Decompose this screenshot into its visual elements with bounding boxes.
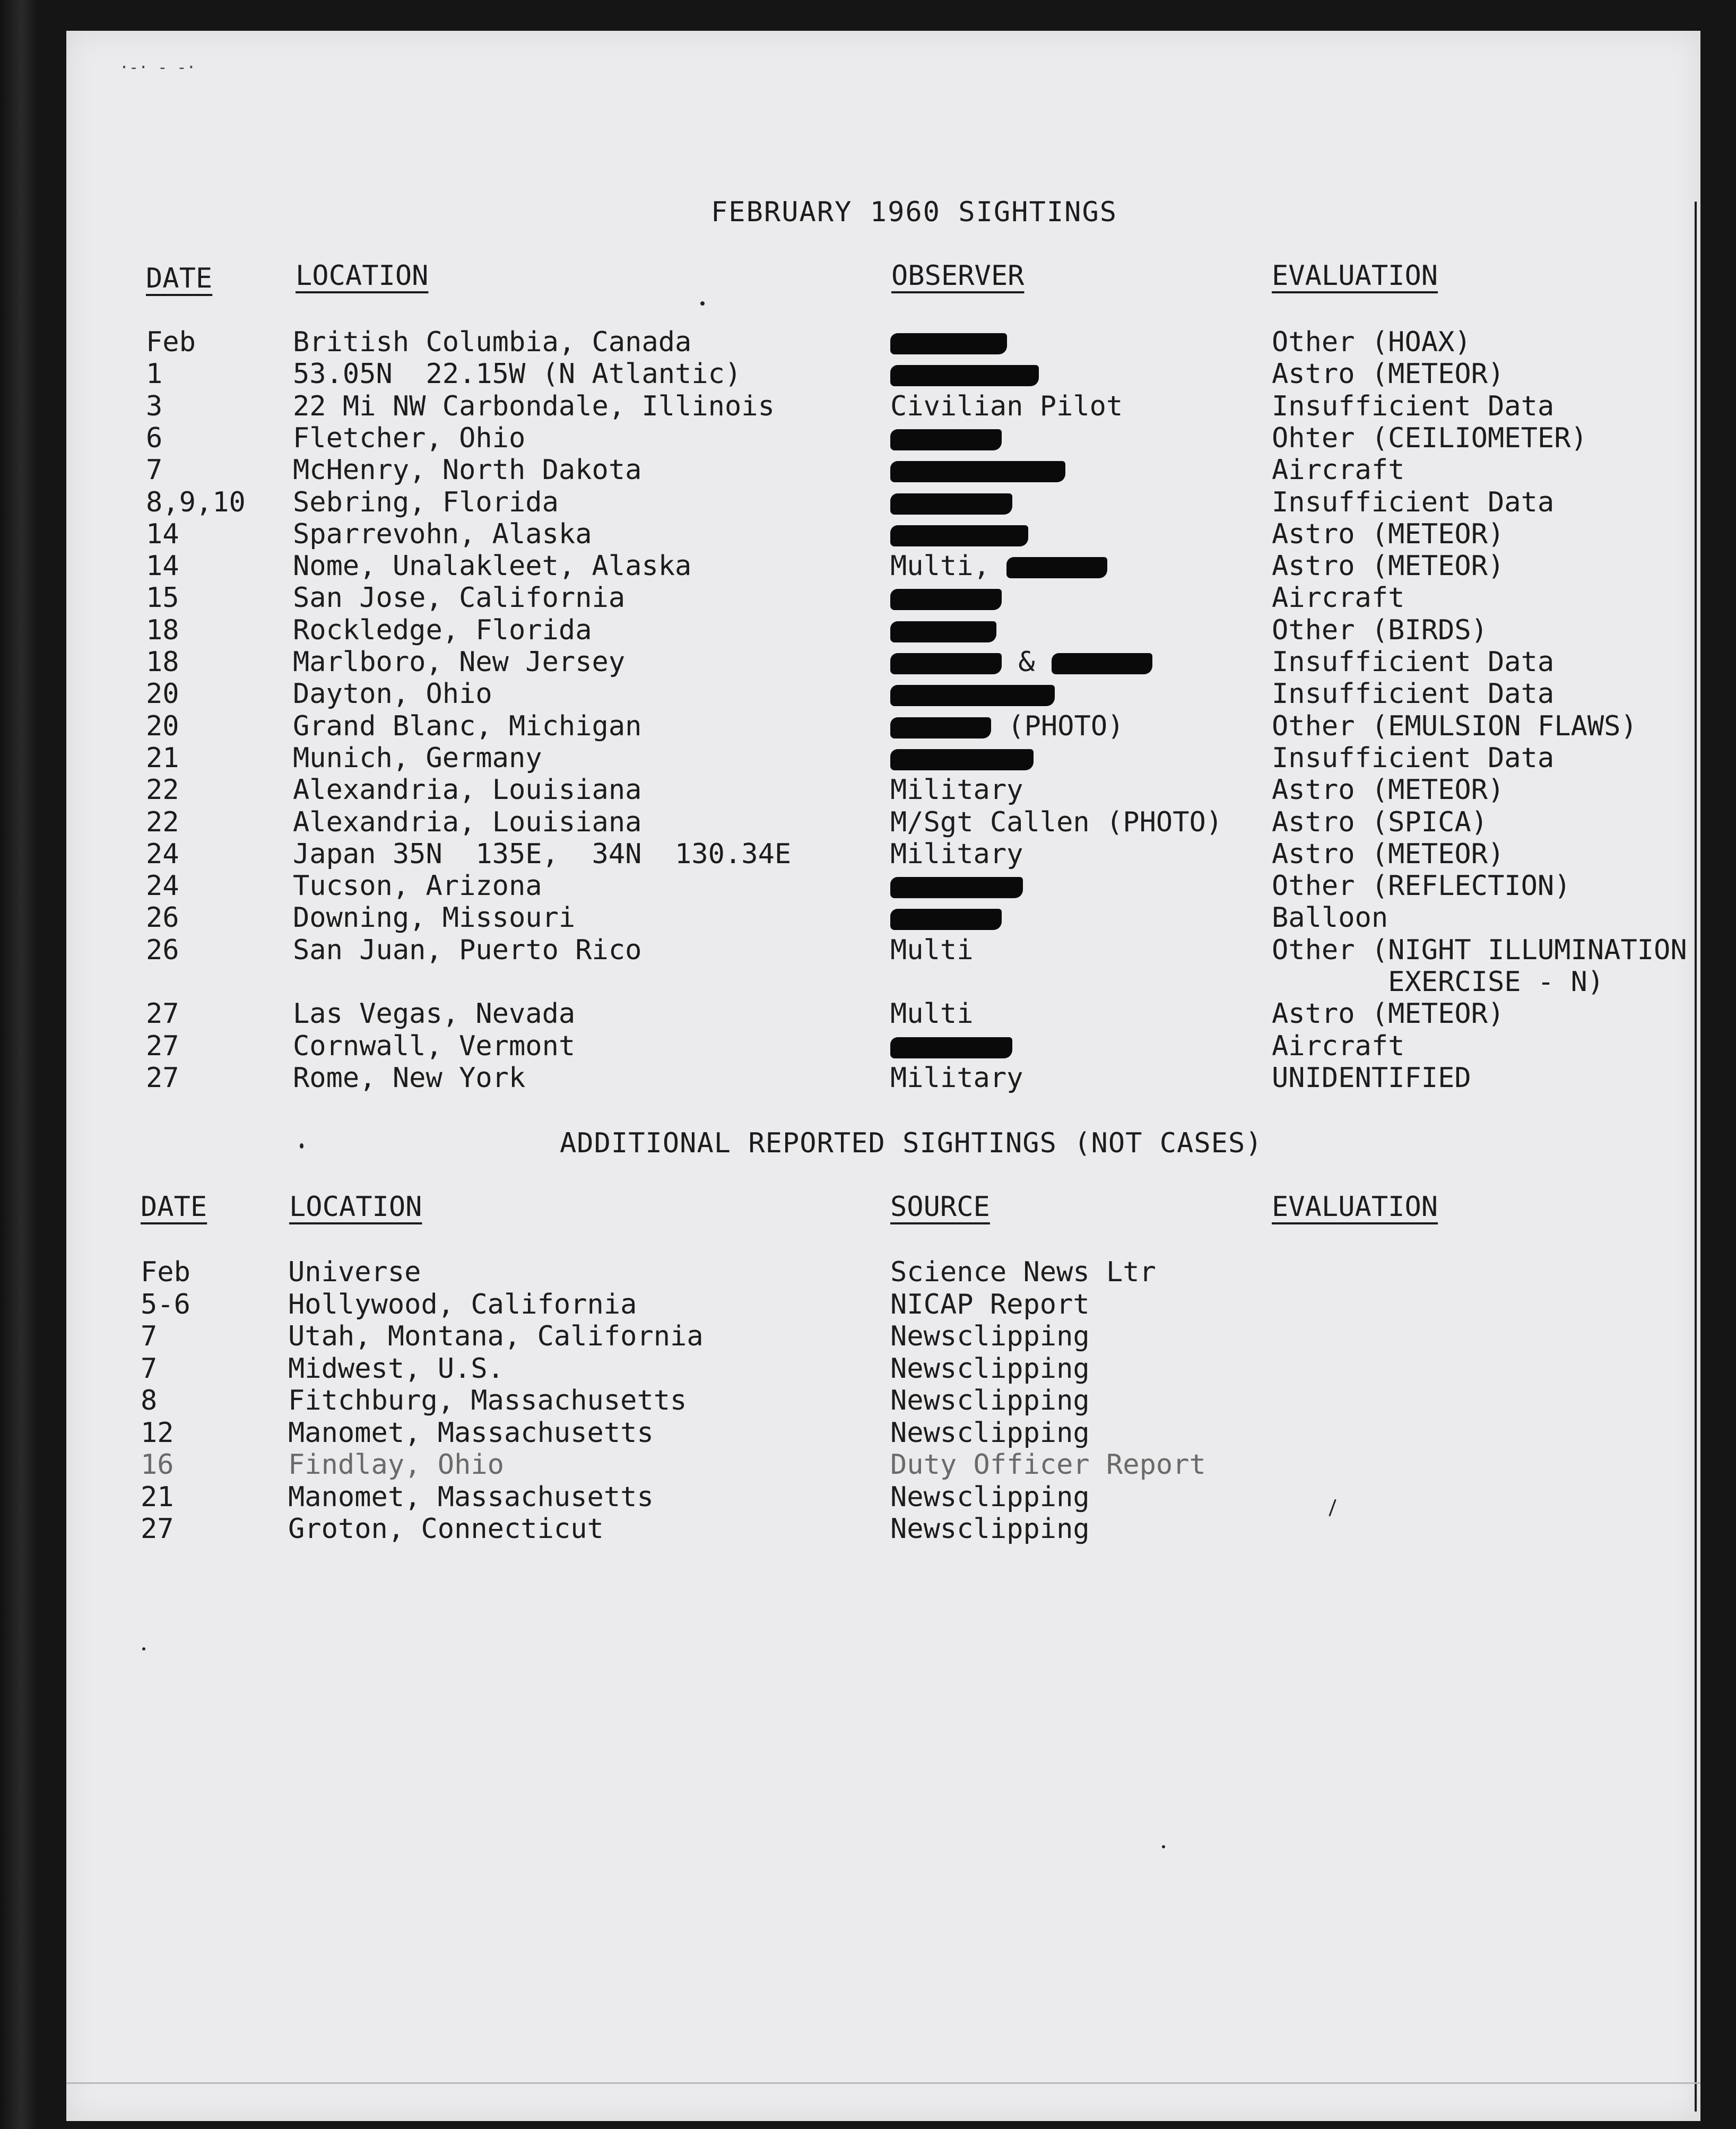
sighting-evaluation: Insufficient Data xyxy=(1272,742,1555,774)
additional-date: 5-6 xyxy=(141,1289,190,1320)
sighting-evaluation: Other (NIGHT ILLUMINATION xyxy=(1272,934,1687,966)
sighting-observer xyxy=(890,454,1065,486)
sighting-location: British Columbia, Canada xyxy=(293,326,692,358)
additional-date: 7 xyxy=(141,1320,158,1352)
sighting-observer xyxy=(890,582,1002,614)
sighting-date: 6 xyxy=(146,422,163,454)
sighting-observer xyxy=(890,1062,1023,1094)
sighting-evaluation: Balloon xyxy=(1272,902,1388,934)
additional-source: Newsclipping xyxy=(890,1417,1090,1449)
sighting-location: Fletcher, Ohio xyxy=(293,422,526,454)
additional-title: ADDITIONAL REPORTED SIGHTINGS (NOT CASES) xyxy=(560,1127,1263,1159)
additional-date: 8 xyxy=(141,1385,158,1417)
additional-location: Hollywood, California xyxy=(288,1289,637,1320)
header-evaluation: EVALUATION xyxy=(1272,260,1438,292)
additional-date: 21 xyxy=(141,1481,174,1513)
sighting-date: Feb xyxy=(146,326,196,358)
sighting-observer xyxy=(890,326,1007,358)
additional-header-location: LOCATION xyxy=(289,1191,422,1223)
dust-speck xyxy=(300,1143,303,1149)
sighting-location: Rockledge, Florida xyxy=(293,614,592,646)
additional-source: NICAP Report xyxy=(890,1289,1090,1320)
sighting-location: Marlboro, New Jersey xyxy=(293,646,626,678)
sighting-date: 3 xyxy=(146,390,163,422)
sighting-location: Sparrevohn, Alaska xyxy=(293,518,592,550)
sighting-observer xyxy=(890,870,1023,902)
additional-date: 27 xyxy=(141,1513,174,1545)
sighting-observer xyxy=(890,1030,1012,1062)
sighting-evaluation: Insufficient Data xyxy=(1272,678,1555,710)
sighting-date: 24 xyxy=(146,870,179,902)
sighting-observer xyxy=(890,518,1028,550)
sighting-observer-text: Military xyxy=(890,838,1023,870)
additional-date: 16 xyxy=(141,1449,174,1481)
sighting-evaluation: UNIDENTIFIED xyxy=(1272,1062,1471,1094)
sighting-observer xyxy=(890,646,1152,678)
sighting-location: Cornwall, Vermont xyxy=(293,1030,576,1062)
sighting-evaluation: Astro (METEOR) xyxy=(1272,998,1505,1030)
sighting-observer xyxy=(890,358,1039,390)
sighting-evaluation: Aircraft xyxy=(1272,582,1405,614)
additional-header-source: SOURCE xyxy=(890,1191,990,1223)
sighting-observer xyxy=(890,806,1222,838)
sighting-date: 18 xyxy=(146,614,179,646)
redaction-bar xyxy=(890,461,1065,482)
redaction-bar xyxy=(890,877,1023,898)
sighting-observer-text: Military xyxy=(890,774,1023,806)
sighting-location: 22 Mi NW Carbondale, Illinois xyxy=(293,390,775,422)
additional-location: Utah, Montana, California xyxy=(288,1320,704,1352)
additional-location: Fitchburg, Massachusetts xyxy=(288,1385,687,1417)
sighting-evaluation: Astro (METEOR) xyxy=(1272,358,1505,390)
redaction-bar xyxy=(890,493,1012,515)
additional-source: Science News Ltr xyxy=(890,1256,1156,1288)
dust-speck xyxy=(142,1647,145,1650)
sighting-evaluation: Insufficient Data xyxy=(1272,646,1555,678)
sighting-location: San Juan, Puerto Rico xyxy=(293,934,642,966)
redaction-bar xyxy=(890,653,1002,674)
sighting-evaluation: Ohter (CEILIOMETER) xyxy=(1272,422,1587,454)
sighting-location: Alexandria, Louisiana xyxy=(293,806,642,838)
sighting-observer xyxy=(890,678,1055,710)
redaction-bar xyxy=(890,525,1028,546)
sighting-location: Las Vegas, Nevada xyxy=(293,998,576,1030)
additional-source: Newsclipping xyxy=(890,1513,1090,1545)
page-bottom-line xyxy=(66,2082,1700,2084)
additional-source: Newsclipping xyxy=(890,1320,1090,1352)
dust-speck xyxy=(700,301,705,306)
header-location: LOCATION xyxy=(296,260,429,292)
redaction-bar xyxy=(890,685,1055,706)
additional-date: Feb xyxy=(141,1256,190,1288)
additional-date: 12 xyxy=(141,1417,174,1449)
sighting-evaluation: Aircraft xyxy=(1272,454,1405,486)
redaction-bar xyxy=(1006,557,1107,578)
dust-speck xyxy=(1162,1845,1165,1848)
sighting-date: 26 xyxy=(146,934,179,966)
sighting-observer xyxy=(890,998,974,1030)
additional-source: Newsclipping xyxy=(890,1385,1090,1417)
sighting-location: San Jose, California xyxy=(293,582,626,614)
sighting-date: 15 xyxy=(146,582,179,614)
sighting-evaluation: Insufficient Data xyxy=(1272,390,1555,422)
page-edge-line xyxy=(1695,202,1697,2111)
additional-source: Newsclipping xyxy=(890,1353,1090,1385)
additional-location: Universe xyxy=(288,1256,421,1288)
sighting-location: Japan 35N 135E, 34N 130.34E xyxy=(293,838,792,870)
additional-location: Groton, Connecticut xyxy=(288,1513,604,1545)
additional-location: Findlay, Ohio xyxy=(288,1449,504,1481)
sighting-date: 27 xyxy=(146,1030,179,1062)
sighting-observer xyxy=(890,422,1002,454)
sighting-observer-text: Multi, xyxy=(890,550,1007,582)
sighting-observer-text: Civilian Pilot xyxy=(890,390,1123,422)
sighting-date: 27 xyxy=(146,998,179,1030)
sighting-observer-text: (PHOTO) xyxy=(991,710,1124,742)
sighting-date: 21 xyxy=(146,742,179,774)
sighting-observer xyxy=(890,614,996,646)
redaction-bar xyxy=(890,589,1002,610)
sighting-date: 20 xyxy=(146,678,179,710)
sighting-date: 20 xyxy=(146,710,179,742)
additional-location: Midwest, U.S. xyxy=(288,1353,504,1385)
sighting-evaluation: Other (EMULSION FLAWS) xyxy=(1272,710,1637,742)
sighting-observer-text: & xyxy=(1002,646,1052,678)
sighting-evaluation: EXERCISE - N) xyxy=(1272,966,1604,998)
sighting-observer-text: Multi xyxy=(890,998,974,1030)
sighting-evaluation: Astro (METEOR) xyxy=(1272,838,1505,870)
sighting-date: 22 xyxy=(146,806,179,838)
redaction-bar xyxy=(890,1037,1012,1058)
additional-header-evaluation: EVALUATION xyxy=(1272,1191,1438,1223)
redaction-bar xyxy=(890,429,1002,450)
sighting-location: Nome, Unalakleet, Alaska xyxy=(293,550,692,582)
additional-date: 7 xyxy=(141,1353,158,1385)
sighting-observer xyxy=(890,742,1034,774)
sighting-location: Rome, New York xyxy=(293,1062,526,1094)
sighting-date: 27 xyxy=(146,1062,179,1094)
sighting-observer xyxy=(890,550,1107,582)
sighting-date: 18 xyxy=(146,646,179,678)
sighting-location: Downing, Missouri xyxy=(293,902,576,934)
sighting-observer xyxy=(890,934,974,966)
sighting-observer xyxy=(890,838,1023,870)
sighting-location: Dayton, Ohio xyxy=(293,678,492,710)
sighting-date: 8,9,10 xyxy=(146,486,246,518)
sighting-observer-text: M/Sgt Callen (PHOTO) xyxy=(890,806,1223,838)
redaction-bar xyxy=(890,749,1034,770)
sighting-observer-text: Military xyxy=(890,1062,1023,1094)
sighting-evaluation: Insufficient Data xyxy=(1272,486,1555,518)
sighting-evaluation: Other (REFLECTION) xyxy=(1272,870,1571,902)
redaction-bar xyxy=(890,717,991,738)
sighting-date: 14 xyxy=(146,550,179,582)
redaction-bar xyxy=(890,621,996,642)
sighting-date: 1 xyxy=(146,358,163,390)
redaction-bar xyxy=(890,333,1007,354)
sighting-date: 7 xyxy=(146,454,163,486)
sighting-evaluation: Astro (SPICA) xyxy=(1272,806,1488,838)
sighting-date: 26 xyxy=(146,902,179,934)
sighting-evaluation: Astro (METEOR) xyxy=(1272,774,1505,806)
sighting-evaluation: Other (HOAX) xyxy=(1272,326,1471,358)
sighting-observer xyxy=(890,486,1012,518)
sighting-date: 22 xyxy=(146,774,179,806)
sighting-evaluation: Astro (METEOR) xyxy=(1272,518,1505,550)
additional-location: Manomet, Massachusetts xyxy=(288,1481,654,1513)
sighting-date: 14 xyxy=(146,518,179,550)
additional-header-date: DATE xyxy=(141,1191,207,1223)
sighting-location: Sebring, Florida xyxy=(293,486,559,518)
header-observer: OBSERVER xyxy=(891,260,1025,292)
corner-mark: ·-· - -· xyxy=(119,58,196,77)
sighting-evaluation: Astro (METEOR) xyxy=(1272,550,1505,582)
sighting-date: 24 xyxy=(146,838,179,870)
additional-source: Duty Officer Report xyxy=(890,1449,1206,1481)
sighting-observer xyxy=(890,774,1023,806)
redaction-bar xyxy=(1052,653,1152,674)
sighting-observer-text: Multi xyxy=(890,934,974,966)
additional-location: Manomet, Massachusetts xyxy=(288,1417,654,1449)
sighting-observer xyxy=(890,902,1002,934)
sighting-location: Tucson, Arizona xyxy=(293,870,542,902)
additional-source: Newsclipping xyxy=(890,1481,1090,1513)
sighting-observer xyxy=(890,390,1123,422)
redaction-bar xyxy=(890,909,1002,930)
sighting-location: McHenry, North Dakota xyxy=(293,454,642,486)
header-date: DATE xyxy=(146,263,213,294)
sighting-location: 53.05N 22.15W (N Atlantic) xyxy=(293,358,742,390)
sighting-location: Alexandria, Louisiana xyxy=(293,774,642,806)
sighting-observer xyxy=(890,710,1124,742)
page-title: FEBRUARY 1960 SIGHTINGS xyxy=(711,196,1118,228)
sighting-evaluation: Other (BIRDS) xyxy=(1272,614,1488,646)
redaction-bar xyxy=(890,365,1039,386)
sighting-location: Munich, Germany xyxy=(293,742,542,774)
sighting-location: Grand Blanc, Michigan xyxy=(293,710,642,742)
sighting-evaluation: Aircraft xyxy=(1272,1030,1405,1062)
